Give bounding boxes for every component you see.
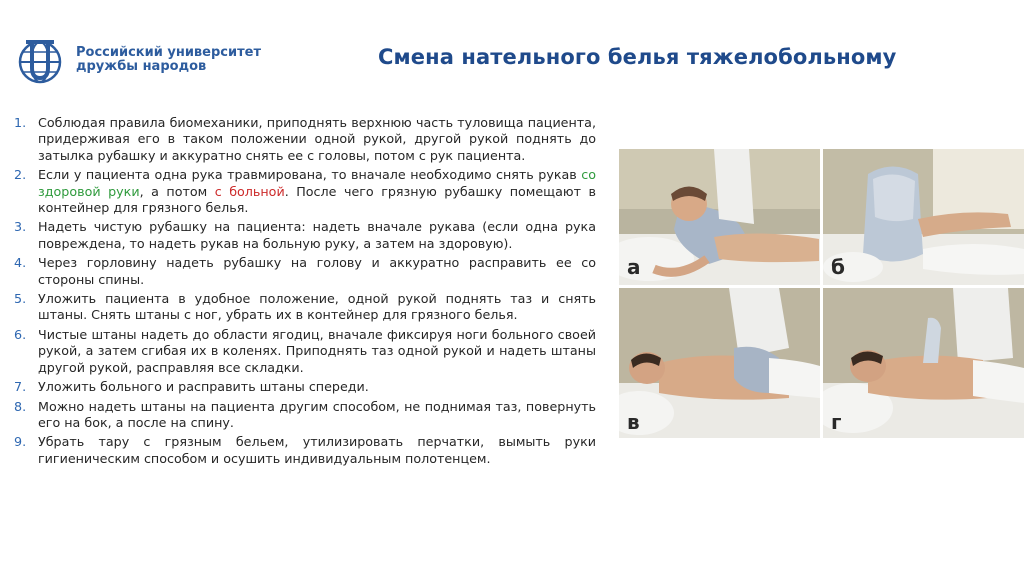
highlight-healthy-arm: со здоровой руки bbox=[38, 167, 596, 199]
list-item bbox=[14, 115, 596, 164]
list-item bbox=[14, 255, 596, 288]
list-number: 9. bbox=[14, 434, 27, 450]
list-item-text: Уложить больного и расправить штаны спереди. bbox=[38, 379, 369, 395]
photo-grid bbox=[619, 149, 1024, 438]
list-item-text: , а потом bbox=[139, 183, 215, 199]
logo-line-1: Российский университет bbox=[76, 45, 261, 60]
page-title: Смена нательного белья тяжелобольному bbox=[378, 45, 897, 69]
university-logo bbox=[14, 38, 284, 86]
list-item bbox=[14, 434, 596, 467]
list-number: 3. bbox=[14, 219, 27, 235]
list-item-text: Надеть чистую рубашку на пациента: надеть вначале рукава (если одна рука повреждена, то надеть рукав на больную руку, а затем на здоровую). bbox=[38, 219, 596, 251]
photo-a bbox=[619, 149, 820, 285]
list-number: 6. bbox=[14, 326, 27, 342]
list-item bbox=[14, 399, 596, 432]
photo-c bbox=[619, 288, 820, 438]
list-number: 4. bbox=[14, 255, 27, 271]
photo-d bbox=[823, 288, 1024, 438]
list-item-text: Можно надеть штаны на пациента другим способом, не поднимая таз, повернуть его на бок, а после на спину. bbox=[38, 398, 596, 430]
list-item-text: Чистые штаны надеть до области ягодиц, вначале фиксируя ноги больного своей рукой, а затем сгибая их в коленях. Приподнять таз одной рукой и надеть штаны другой рукой, расправляя все складки. bbox=[38, 326, 596, 375]
photo-b bbox=[823, 149, 1024, 285]
list-number: 5. bbox=[14, 291, 27, 307]
list-item-text: Уложить пациента в удобное положение, одной рукой поднять таз и снять штаны. Снять штаны с ног, убрать их в контейнер для грязного белья. bbox=[38, 291, 596, 323]
list-number: 2. bbox=[14, 167, 27, 183]
logo-line-2: дружбы народов bbox=[76, 59, 207, 74]
list-item bbox=[14, 219, 596, 252]
photo-label: в bbox=[627, 410, 640, 434]
list-number: 7. bbox=[14, 379, 27, 395]
globe-logo-icon bbox=[14, 38, 70, 86]
list-item bbox=[14, 327, 596, 376]
photo-label: б bbox=[831, 255, 845, 279]
photo-label: г bbox=[831, 410, 842, 434]
logo-text bbox=[76, 46, 261, 74]
list-item bbox=[14, 167, 596, 216]
list-item-text: . После чего грязную рубашку помещают в контейнер для грязного белья. bbox=[38, 183, 596, 216]
highlight-injured-arm: с больной bbox=[214, 183, 285, 199]
list-item bbox=[14, 291, 596, 324]
list-item-text: Убрать тару с грязным бельем, утилизировать перчатки, вымыть руки гигиеническим способом и осушить индивидуальным полотенцем. bbox=[38, 434, 596, 466]
list-item-text: Соблюдая правила биомеханики, приподнять верхнюю часть туловища пациента, придерживая его в таком положении одной рукой, другой рукой поднять до затылка рубашку и аккуратно снять ее с головы, потом с рук пациента. bbox=[38, 115, 596, 163]
list-number: 8. bbox=[14, 398, 27, 414]
list-item-text: Через горловину надеть рубашку на голову и аккуратно расправить ее со стороны спины. bbox=[38, 255, 596, 287]
list-number: 1. bbox=[14, 115, 27, 130]
list-item-text: Если у пациента одна рука травмирована, то вначале необходимо снять рукав bbox=[38, 167, 582, 183]
photo-label: а bbox=[627, 255, 641, 279]
steps-list bbox=[14, 115, 596, 470]
list-item bbox=[14, 379, 596, 395]
